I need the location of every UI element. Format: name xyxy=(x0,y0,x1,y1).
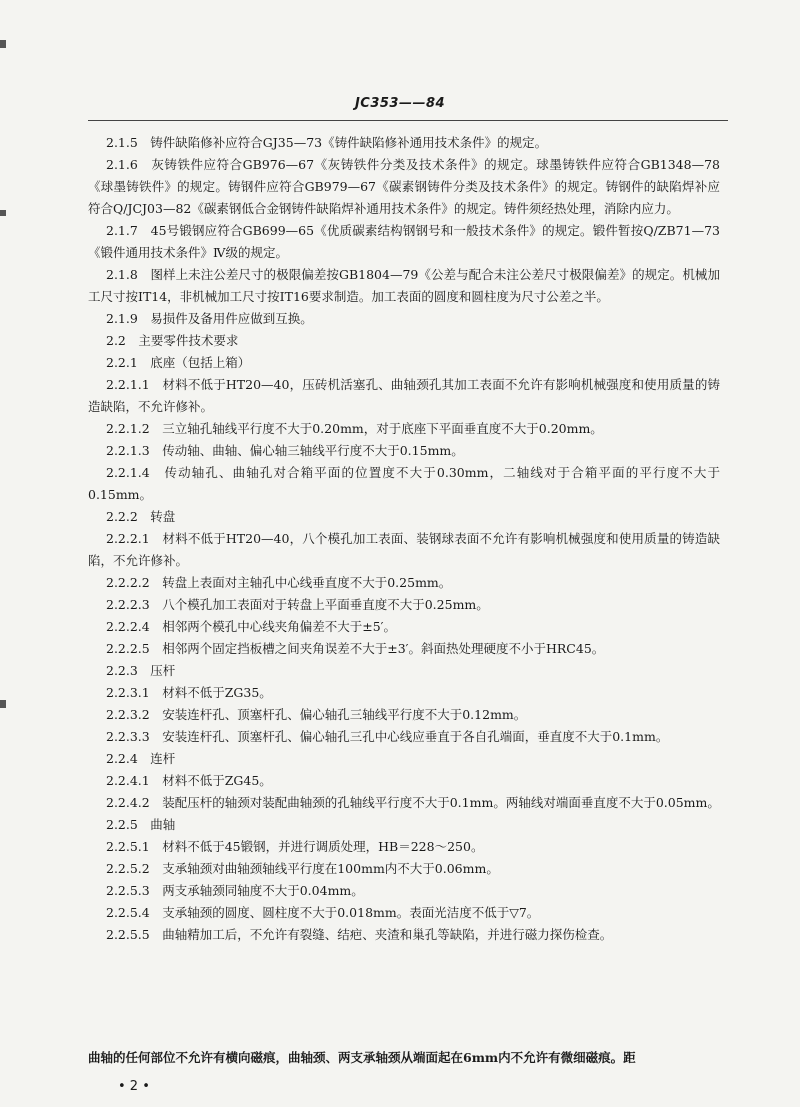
scan-mark xyxy=(0,210,6,216)
paragraph: 2.1.5 铸件缺陷修补应符合GJ35—73《铸件缺陷修补通用技术条件》的规定。 xyxy=(106,135,548,150)
paragraph: 2.2.5.2 支承轴颈对曲轴颈轴线平行度在100mm内不大于0.06mm。 xyxy=(106,861,499,876)
paragraph: 2.2.1.1 材料不低于HT20—40，压砖机活塞孔、曲轴颈孔其加工表面不允许有影响机械强度和使用质量的铸造缺陷，不允许修补。 xyxy=(88,377,720,414)
paragraph: 2.1.9 易损件及备用件应做到互换。 xyxy=(106,311,313,326)
paragraph: 2.2.1.2 三立轴孔轴线平行度不大于0.20mm，对于底座下平面垂直度不大于0.20mm。 xyxy=(106,421,603,436)
paragraph: 2.2.5.5 曲轴精加工后，不允许有裂缝、结疤、夹渣和巢孔等缺陷，并进行磁力探伤检查。 xyxy=(106,927,613,942)
paragraph: 2.2.5.3 两支承轴颈同轴度不大于0.04mm。 xyxy=(106,883,364,898)
paragraph: 2.1.8 图样上未注公差尺寸的极限偏差按GB1804—79《公差与配合未注公差尺寸极限偏差》的规定。机械加工尺寸按IT14，非机械加工尺寸按IT16要求制造。加工表面的圆度和圆柱度为尺寸公差之半。 xyxy=(88,267,720,304)
scan-mark xyxy=(0,700,6,708)
section-heading: 2.2.3 压杆 xyxy=(106,663,176,678)
paragraph: 2.2.2.5 相邻两个固定挡板槽之间夹角误差不大于±3′。斜面热处理硬度不小于HRC45。 xyxy=(106,641,605,656)
paragraph: 2.2.2.1 材料不低于HT20—40，八个模孔加工表面、装钢球表面不允许有影响机械强度和使用质量的铸造缺陷，不允许修补。 xyxy=(88,531,720,568)
section-heading: 2.2.4 连杆 xyxy=(106,751,176,766)
scan-mark xyxy=(0,40,6,48)
continued-paragraph: 曲轴的任何部位不允许有横向磁痕，曲轴颈、两支承轴颈从端面起在6mm内不允许有微细磁痕。距 xyxy=(88,1050,636,1065)
paragraph: 2.2.5.1 材料不低于45锻钢，并进行调质处理，HB＝228～250。 xyxy=(106,839,484,854)
paragraph: 2.2.1.3 传动轴、曲轴、偏心轴三轴线平行度不大于0.15mm。 xyxy=(106,443,464,458)
section-heading: 2.2 主要零件技术要求 xyxy=(106,333,239,348)
paragraph: 2.1.7 45号锻钢应符合GB699—65《优质碳素结构钢钢号和一般技术条件》的规定。锻件暂按Q/ZB71—73《锻件通用技术条件》Ⅳ级的规定。 xyxy=(88,223,720,260)
paragraph: 2.2.3.3 安装连杆孔、顶塞杆孔、偏心轴孔三孔中心线应垂直于各自孔端面，垂直度不大于0.1mm。 xyxy=(106,729,669,744)
page-number: • 2 • xyxy=(118,1079,150,1094)
document-header: JC353——84 xyxy=(354,96,446,111)
document-body xyxy=(88,132,720,946)
paragraph: 2.2.1.4 传动轴孔、曲轴孔对合箱平面的位置度不大于0.30mm，二轴线对于合箱平面的平行度不大于0.15mm。 xyxy=(88,465,720,502)
section-heading: 2.2.5 曲轴 xyxy=(106,817,176,832)
section-heading: 2.2.2 转盘 xyxy=(106,509,176,524)
paragraph: 2.2.2.4 相邻两个模孔中心线夹角偏差不大于±5′。 xyxy=(106,619,396,634)
paragraph: 2.2.2.3 八个模孔加工表面对于转盘上平面垂直度不大于0.25mm。 xyxy=(106,597,489,612)
paragraph: 2.2.3.2 安装连杆孔、顶塞杆孔、偏心轴孔三轴线平行度不大于0.12mm。 xyxy=(106,707,527,722)
paragraph: 2.2.5.4 支承轴颈的圆度、圆柱度不大于0.018mm。表面光洁度不低于▽7。 xyxy=(106,905,540,920)
header-rule xyxy=(88,120,728,121)
section-heading: 2.2.1 底座（包括上箱） xyxy=(106,355,251,370)
paragraph: 2.1.6 灰铸铁件应符合GB976—67《灰铸铁件分类及技术条件》的规定。球墨铸铁件应符合GB1348—78《球墨铸铁件》的规定。铸钢件应符合GB979—67《碳素钢铸件分类及技术条件》的规定。铸钢件的缺陷焊补应符合Q/JCJ03—82《碳素钢低合金钢铸件缺陷焊补通用技术条件》的规定。铸件须经热处理，消除内应力。 xyxy=(88,157,720,216)
paragraph: 2.2.4.2 装配压杆的轴颈对装配曲轴颈的孔轴线平行度不大于0.1mm。两轴线对端面垂直度不大于0.05mm。 xyxy=(106,795,720,810)
paragraph: 2.2.4.1 材料不低于ZG45。 xyxy=(106,773,272,788)
paragraph: 2.2.3.1 材料不低于ZG35。 xyxy=(106,685,272,700)
paragraph: 2.2.2.2 转盘上表面对主轴孔中心线垂直度不大于0.25mm。 xyxy=(106,575,452,590)
